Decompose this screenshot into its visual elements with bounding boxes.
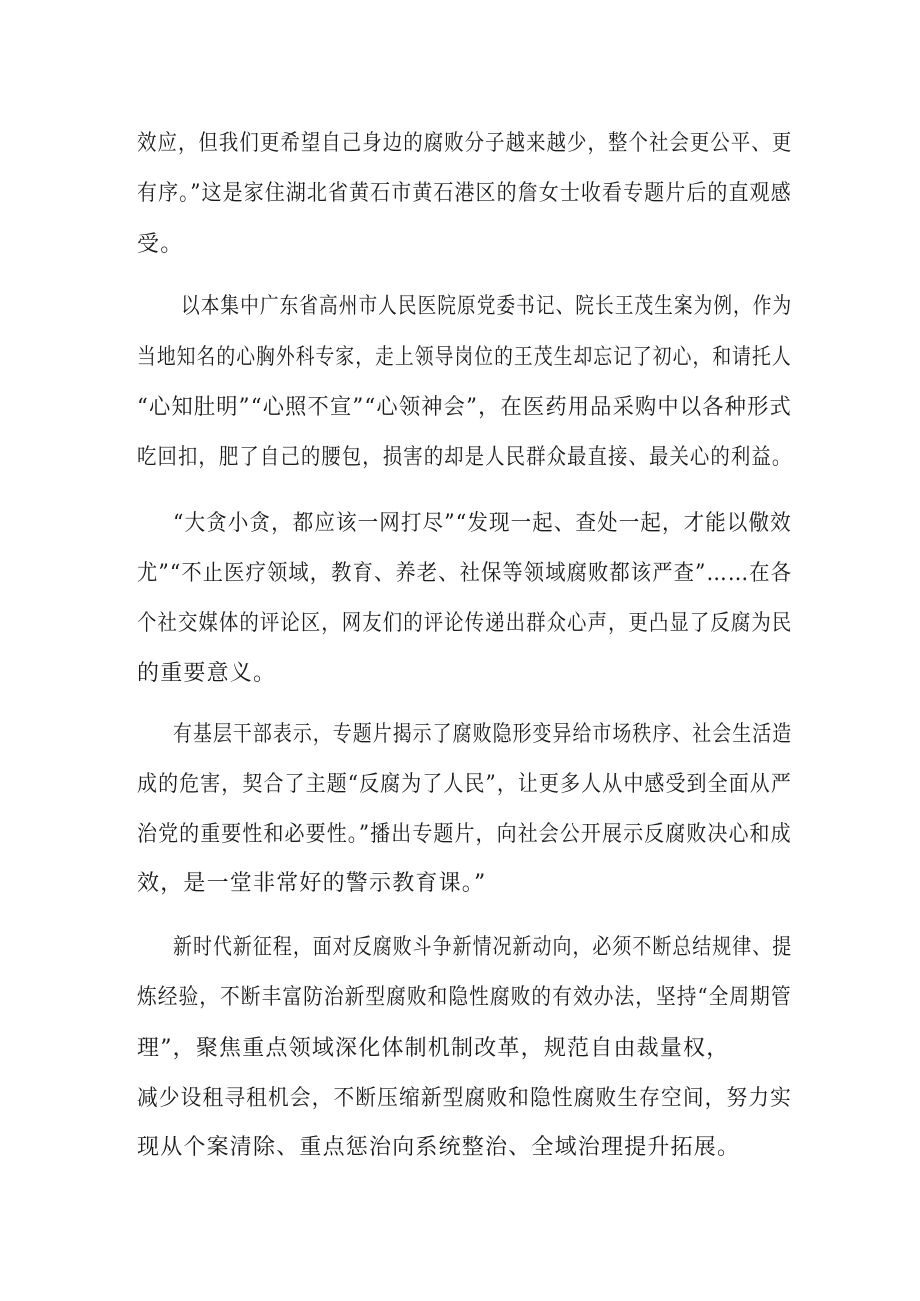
paragraph-1-line-2: 有序。”这是家住湖北省黄石市黄石港区的詹女士收看专题片后的直观感 bbox=[137, 181, 792, 206]
paragraph-4-line-1: 有基层干部表示，专题片揭示了腐败隐形变异给市场秩序、社会生活造 bbox=[173, 722, 793, 747]
paragraph-5-line-5: 现从个案清除、重点惩治向系统整治、全域治理提升拓展。 bbox=[137, 1135, 741, 1160]
paragraph-3-line-1: “大贪小贪，都应该一网打尽”“发现一起、查处一起，才能以儆效 bbox=[173, 511, 792, 536]
paragraph-2-line-3: “心知肚明”“心照不宣”“心领神会”，在医药用品采购中以各种形式 bbox=[137, 395, 792, 420]
paragraph-1-line-1: 效应，但我们更希望自己身边的腐败分子越来越少，整个社会更公平、更 bbox=[137, 131, 793, 156]
paragraph-5-line-2: 炼经验，不断丰富防治新型腐败和隐性腐败的有效办法，坚持“全周期管 bbox=[137, 985, 792, 1010]
paragraph-4-line-2: 成的危害，契合了主题“反腐为了人民”，让更多人从中感受到全面从严 bbox=[137, 772, 792, 797]
paragraph-5-line-4: 减少设租寻租机会，不断压缩新型腐败和隐性腐败生存空间，努力实 bbox=[137, 1086, 793, 1111]
paragraph-2-line-2: 当地知名的心胸外科专家，走上领导岗位的王茂生却忘记了初心，和请托人 bbox=[137, 345, 792, 370]
paragraph-1-line-3: 受。 bbox=[137, 232, 184, 257]
paragraph-5-line-3: 理”，聚焦重点领域深化体制机制改革，规范自由裁量权， bbox=[137, 1036, 730, 1061]
paragraph-5-line-1: 新时代新征程，面对反腐败斗争新情况新动向，必须不断总结规律、提 bbox=[173, 935, 793, 960]
paragraph-3-line-4: 的重要意义。 bbox=[137, 661, 277, 686]
paragraph-3-line-2: 尤”“不止医疗领域，教育、养老、社保等领域腐败都该严查”……在各 bbox=[137, 561, 793, 586]
paragraph-4-line-3: 治党的重要性和必要性。”播出专题片，向社会公开展示反腐败决心和成 bbox=[137, 822, 792, 847]
paragraph-2-line-1: 以本集中广东省高州市人民医院原党委书记、院长王茂生案为例，作为 bbox=[181, 294, 793, 319]
paragraph-4-line-4: 效，是一堂非常好的警示教育课。” bbox=[137, 871, 487, 896]
paragraph-2-line-4: 吃回扣，肥了自己的腰包，损害的却是人民群众最直接、最关心的利益。 bbox=[137, 445, 793, 470]
paragraph-3-line-3: 个社交媒体的评论区，网友们的评论传递出群众心声，更凸显了反腐为民 bbox=[137, 611, 793, 636]
